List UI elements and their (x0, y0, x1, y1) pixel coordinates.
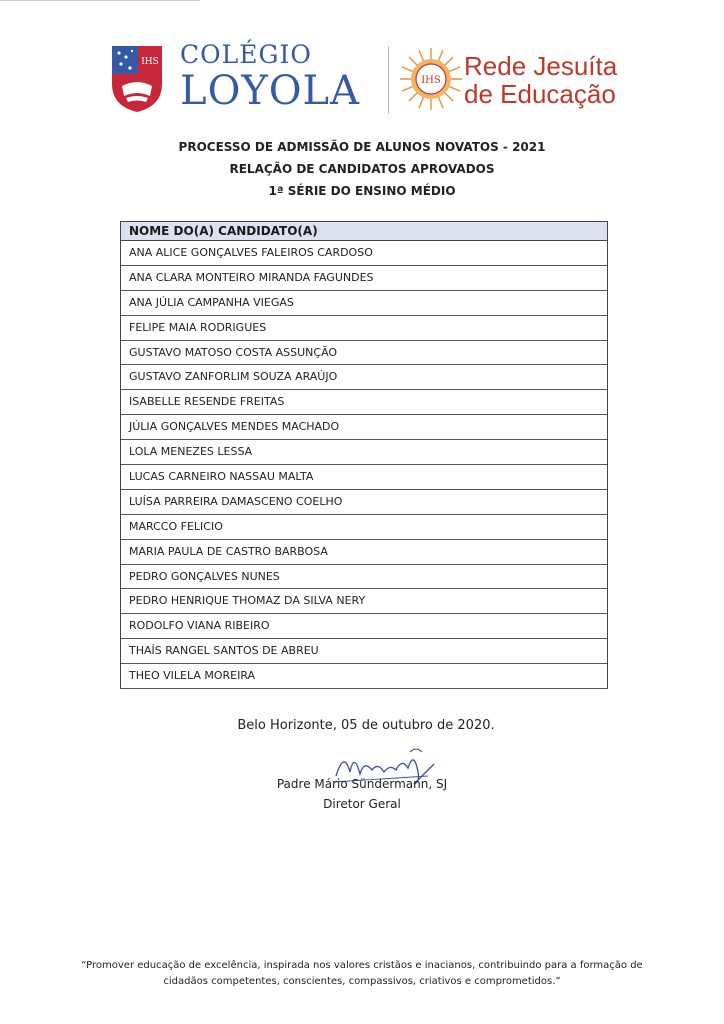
table-row: MARIA PAULA DE CASTRO BARBOSA (121, 540, 607, 565)
signer-name: Padre Mário Sündermann, SJ (276, 777, 448, 791)
table-row: ANA CLARA MONTEIRO MIRANDA FAGUNDES (121, 266, 607, 291)
header-divider (388, 46, 389, 114)
table-row: JÚLIA GONÇALVES MENDES MACHADO (121, 415, 607, 440)
table-row: LUCAS CARNEIRO NASSAU MALTA (121, 465, 607, 490)
school-name-line1: COLÉGIO (180, 40, 312, 69)
letterhead (110, 42, 630, 118)
document-titles (0, 136, 724, 202)
table-row: THEO VILELA MOREIRA (121, 664, 607, 689)
motto-line2: cidadãos competentes, conscientes, compassivos, criativos e comprometidos.” (163, 976, 561, 987)
table-row: ANA ALICE GONÇALVES FALEIROS CARDOSO (121, 241, 607, 266)
table-row: FELIPE MAIA RODRIGUES (121, 316, 607, 341)
table-row: ISABELLE RESENDE FREITAS (121, 390, 607, 415)
shield-monogram: IHS (141, 57, 159, 67)
jesuit-sun-emblem (398, 46, 464, 112)
emblem-monogram: IHS (421, 75, 441, 86)
title-process: PROCESSO DE ADMISSÃO DE ALUNOS NOVATOS - 2021 (178, 140, 546, 154)
table-row: ANA JÚLIA CAMPANHA VIEGAS (121, 291, 607, 316)
table-header: NOME DO(A) CANDIDATO(A) (121, 222, 607, 241)
table-row: GUSTAVO MATOSO COSTA ASSUNÇÃO (121, 341, 607, 366)
place-and-date: Belo Horizonte, 05 de outubro de 2020. (237, 718, 495, 733)
title-grade: 1ª SÉRIE DO ENSINO MÉDIO (268, 184, 456, 198)
page-edge-line (0, 0, 200, 1)
table-row: LOLA MENEZES LESSA (121, 440, 607, 465)
network-name (464, 52, 617, 108)
network-name-line1: Rede Jesuíta (464, 51, 618, 81)
candidates-table (120, 221, 608, 689)
signer-block (0, 774, 724, 814)
table-row: THAÍS RANGEL SANTOS DE ABREU (121, 639, 607, 664)
table-row: PEDRO GONÇALVES NUNES (121, 565, 607, 590)
institution-motto (60, 958, 664, 990)
title-list: RELAÇÃO DE CANDIDATOS APROVADOS (229, 162, 495, 176)
table-row: LUÍSA PARREIRA DAMASCENO COELHO (121, 490, 607, 515)
motto-line1: “Promover educação de excelência, inspirada nos valores cristãos e inacianos, contribuindo para a formação de (81, 960, 643, 971)
signer-role: Diretor Geral (323, 797, 401, 811)
school-shield-logo (110, 44, 164, 114)
table-row: PEDRO HENRIQUE THOMAZ DA SILVA NERY (121, 589, 607, 614)
school-name-line2: LOYOLA (180, 68, 361, 114)
table-row: GUSTAVO ZANFORLIM SOUZA ARAÚJO (121, 365, 607, 390)
network-name-line2: de Educação (464, 79, 616, 109)
table-row: MARCCO FELICIO (121, 515, 607, 540)
table-row: RODOLFO VIANA RIBEIRO (121, 614, 607, 639)
